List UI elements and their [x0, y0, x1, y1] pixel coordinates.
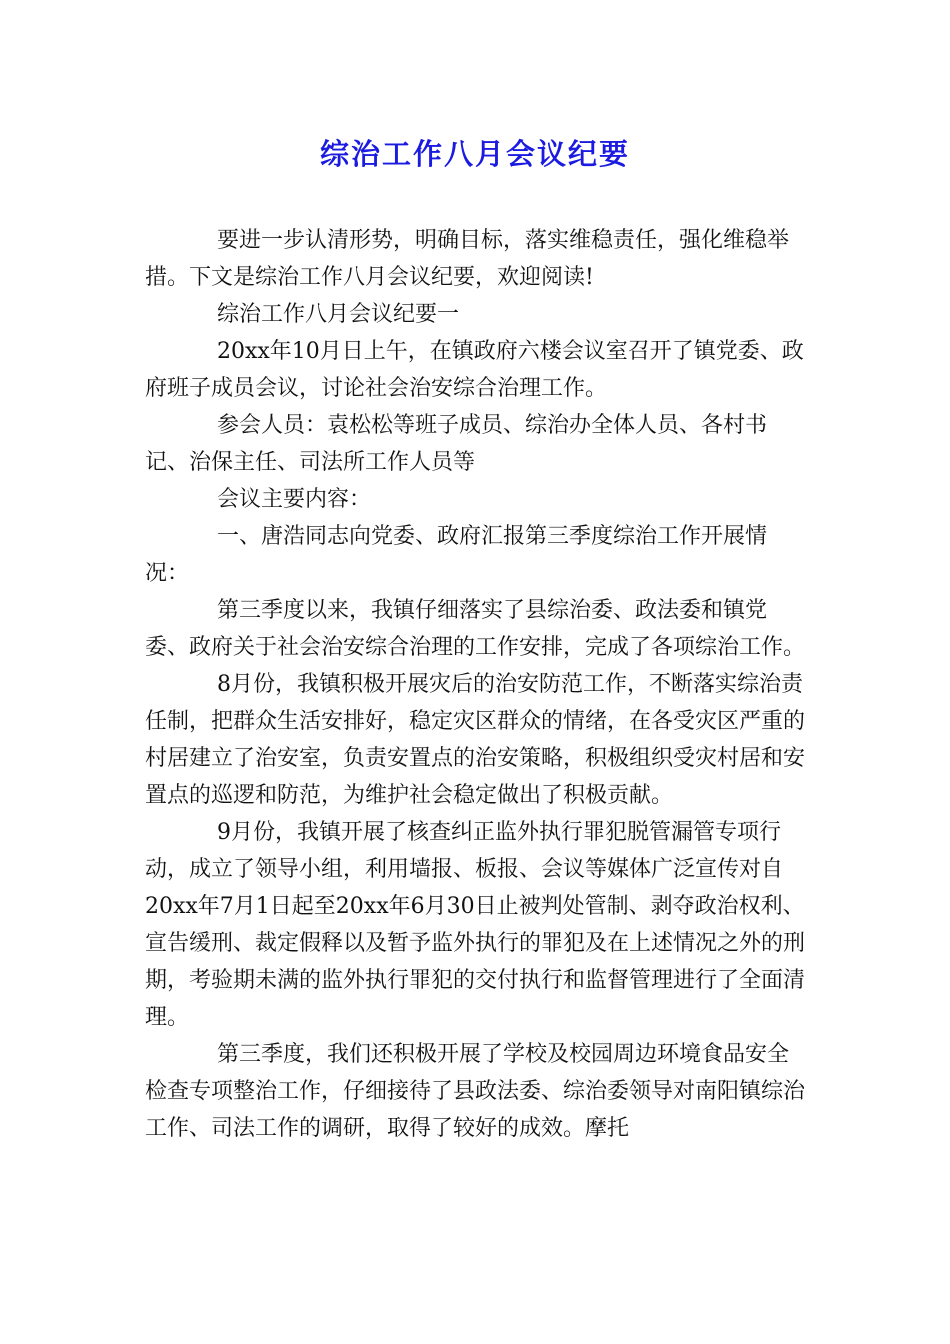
paragraph: 会议主要内容： — [217, 487, 372, 512]
paragraph: 参会人员：袁松松等班子成员、综治办全体人员、各村书记、治保主任、司法所工作人员等 — [145, 413, 768, 475]
document-body — [145, 222, 810, 1147]
paragraph: 要进一步认清形势，明确目标，落实维稳责任，强化维稳举措。下文是综治工作八月会议纪要，欢迎阅读! — [145, 228, 790, 290]
paragraph: 第三季度，我们还积极开展了学校及校园周边环境食品安全检查专项整治工作，仔细接待了县政法委、综治委领导对南阳镇综治工作、司法工作的调研，取得了较好的成效。摩托 — [145, 1042, 806, 1141]
document-title: 综治工作八月会议纪要 — [319, 137, 630, 171]
paragraph: 8月份，我镇积极开展灾后的治安防范工作，不断落实综治责任制，把群众生活安排好，稳定灾区群众的情绪，在各受灾区严重的村居建立了治安室，负责安置点的治安策略，积极组织受灾村居和安置点的巡逻和防范，为维护社会稳定做出了积极贡献。 — [145, 672, 806, 808]
paragraph: 第三季度以来，我镇仔细落实了县综治委、政法委和镇党委、政府关于社会治安综合治理的工作安排，完成了各项综治工作。 — [145, 598, 806, 660]
paragraph: 一、唐浩同志向党委、政府汇报第三季度综治工作开展情况： — [145, 524, 768, 586]
paragraph: 综治工作八月会议纪要一 — [217, 302, 460, 327]
paragraph: 20xx年10月日上午，在镇政府六楼会议室召开了镇党委、政府班子成员会议，讨论社会治安综合治理工作。 — [145, 339, 804, 401]
paragraph: 9月份，我镇开展了核查纠正监外执行罪犯脱管漏管专项行动，成立了领导小组，利用墙报、板报、会议等媒体广泛宣传对自20xx年7月1日起至20xx年6月30日止被判处管制、剥夺政治权利、宣告缓刑、裁定假释以及暂予监外执行的罪犯及在上述情况之外的刑期，考验期未满的监外执行罪犯的交付执行和监督管理进行了全面清理。 — [145, 820, 806, 1030]
